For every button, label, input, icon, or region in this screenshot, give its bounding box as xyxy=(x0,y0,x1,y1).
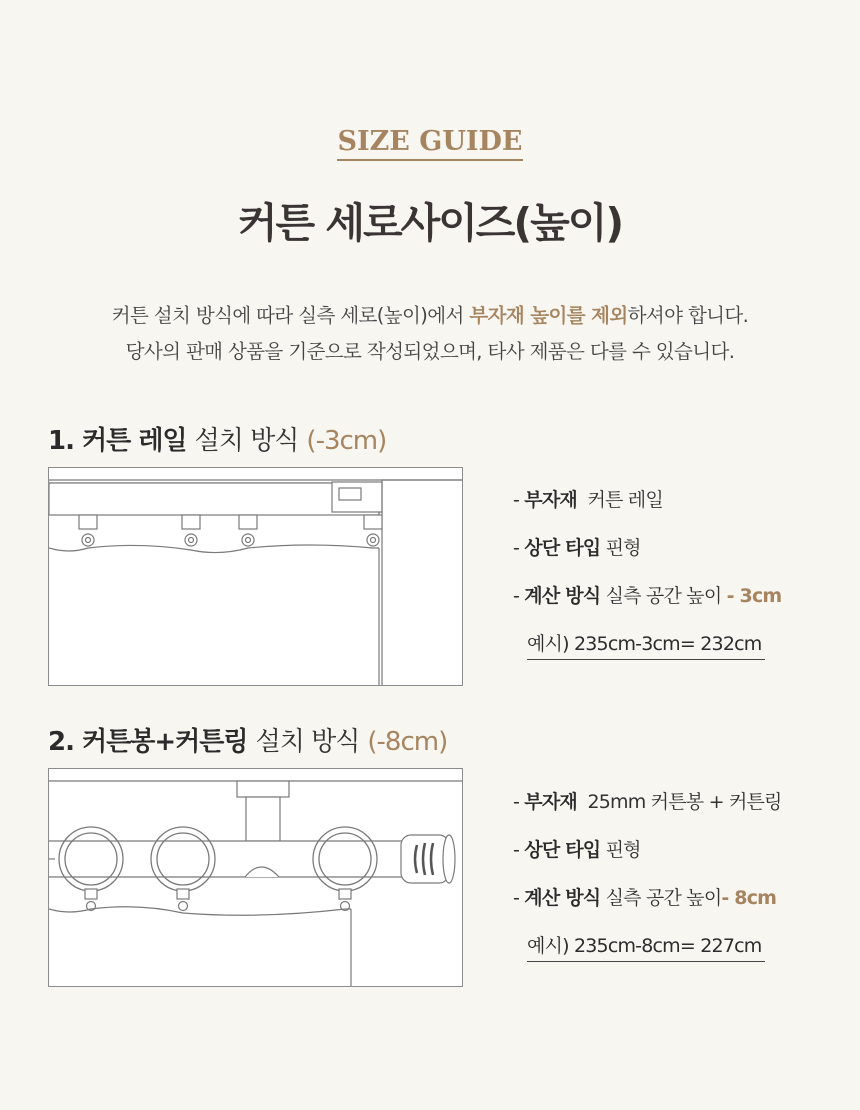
spec-material-label: 부자재 xyxy=(524,489,577,511)
intro-line-1-b: 하셔야 합니다. xyxy=(627,304,749,327)
intro-line-2: 당사의 판매 상품을 기준으로 작성되었으며, 타사 제품은 다를 수 있습니다. xyxy=(125,340,735,363)
spec-example: 예시) 235cm-8cm= 227cm xyxy=(527,931,765,962)
spec-calc-value: 실측 공간 높이 xyxy=(605,887,722,909)
spec-material-row: - 부자재 커튼 레일 xyxy=(513,489,663,511)
spec-top-value: 핀형 xyxy=(605,537,641,559)
spec-top-label: 상단 타입 xyxy=(524,537,601,559)
spec-material-label: 부자재 xyxy=(524,791,577,813)
spec-calc-deduction: - 8cm xyxy=(721,887,777,909)
spec-material-value: 25mm 커튼봉 + 커튼링 xyxy=(587,791,782,813)
section-2-specs xyxy=(513,782,833,974)
spec-material-row: - 부자재 25mm 커튼봉 + 커튼링 xyxy=(513,791,782,813)
spec-top-value: 핀형 xyxy=(605,839,641,861)
intro-highlight: 부자재 높이를 제외 xyxy=(469,304,628,327)
spec-example-row xyxy=(513,926,833,974)
curtain-rail-illustration xyxy=(48,467,463,686)
intro-line-1-a: 커튼 설치 방식에 따라 실측 세로(높이)에서 xyxy=(111,304,470,327)
spec-calc-row: - 계산 방식 실측 공간 높이- 8cm xyxy=(513,887,777,909)
size-guide-eyebrow xyxy=(0,126,860,157)
spec-calc-value: 실측 공간 높이 xyxy=(605,585,722,607)
spec-example-row xyxy=(513,624,833,672)
spec-calc-label: 계산 방식 xyxy=(524,887,601,909)
spec-top-row: - 상단 타입 핀형 xyxy=(513,537,641,559)
intro-line-1 xyxy=(0,298,860,334)
spec-example: 예시) 235cm-3cm= 232cm xyxy=(527,629,765,660)
intro-text xyxy=(0,298,860,370)
section-2-number: 2. xyxy=(48,727,74,757)
section-1-deduction: (-3cm) xyxy=(306,426,387,456)
section-1-name: 커튼 레일 xyxy=(82,426,187,456)
spec-calc-label: 계산 방식 xyxy=(524,585,601,607)
curtain-rod-illustration xyxy=(48,768,463,987)
page-title: 커튼 세로사이즈(높이) xyxy=(237,199,623,247)
spec-calc-row: - 계산 방식 실측 공간 높이 - 3cm xyxy=(513,585,782,607)
section-1-title xyxy=(48,420,386,457)
spec-material-value: 커튼 레일 xyxy=(587,489,663,511)
section-1-specs xyxy=(513,480,833,672)
eyebrow-text: SIZE GUIDE xyxy=(337,126,522,161)
section-2-method: 설치 방식 xyxy=(255,727,360,757)
section-1-number: 1. xyxy=(48,426,74,456)
spec-calc-deduction: - 3cm xyxy=(726,585,782,607)
section-2-name: 커튼봉+커튼링 xyxy=(82,727,248,757)
spec-top-label: 상단 타입 xyxy=(524,839,601,861)
section-2-deduction: (-8cm) xyxy=(367,727,448,757)
section-1-method: 설치 방식 xyxy=(194,426,299,456)
section-2-title xyxy=(48,721,447,758)
spec-top-row: - 상단 타입 핀형 xyxy=(513,839,641,861)
